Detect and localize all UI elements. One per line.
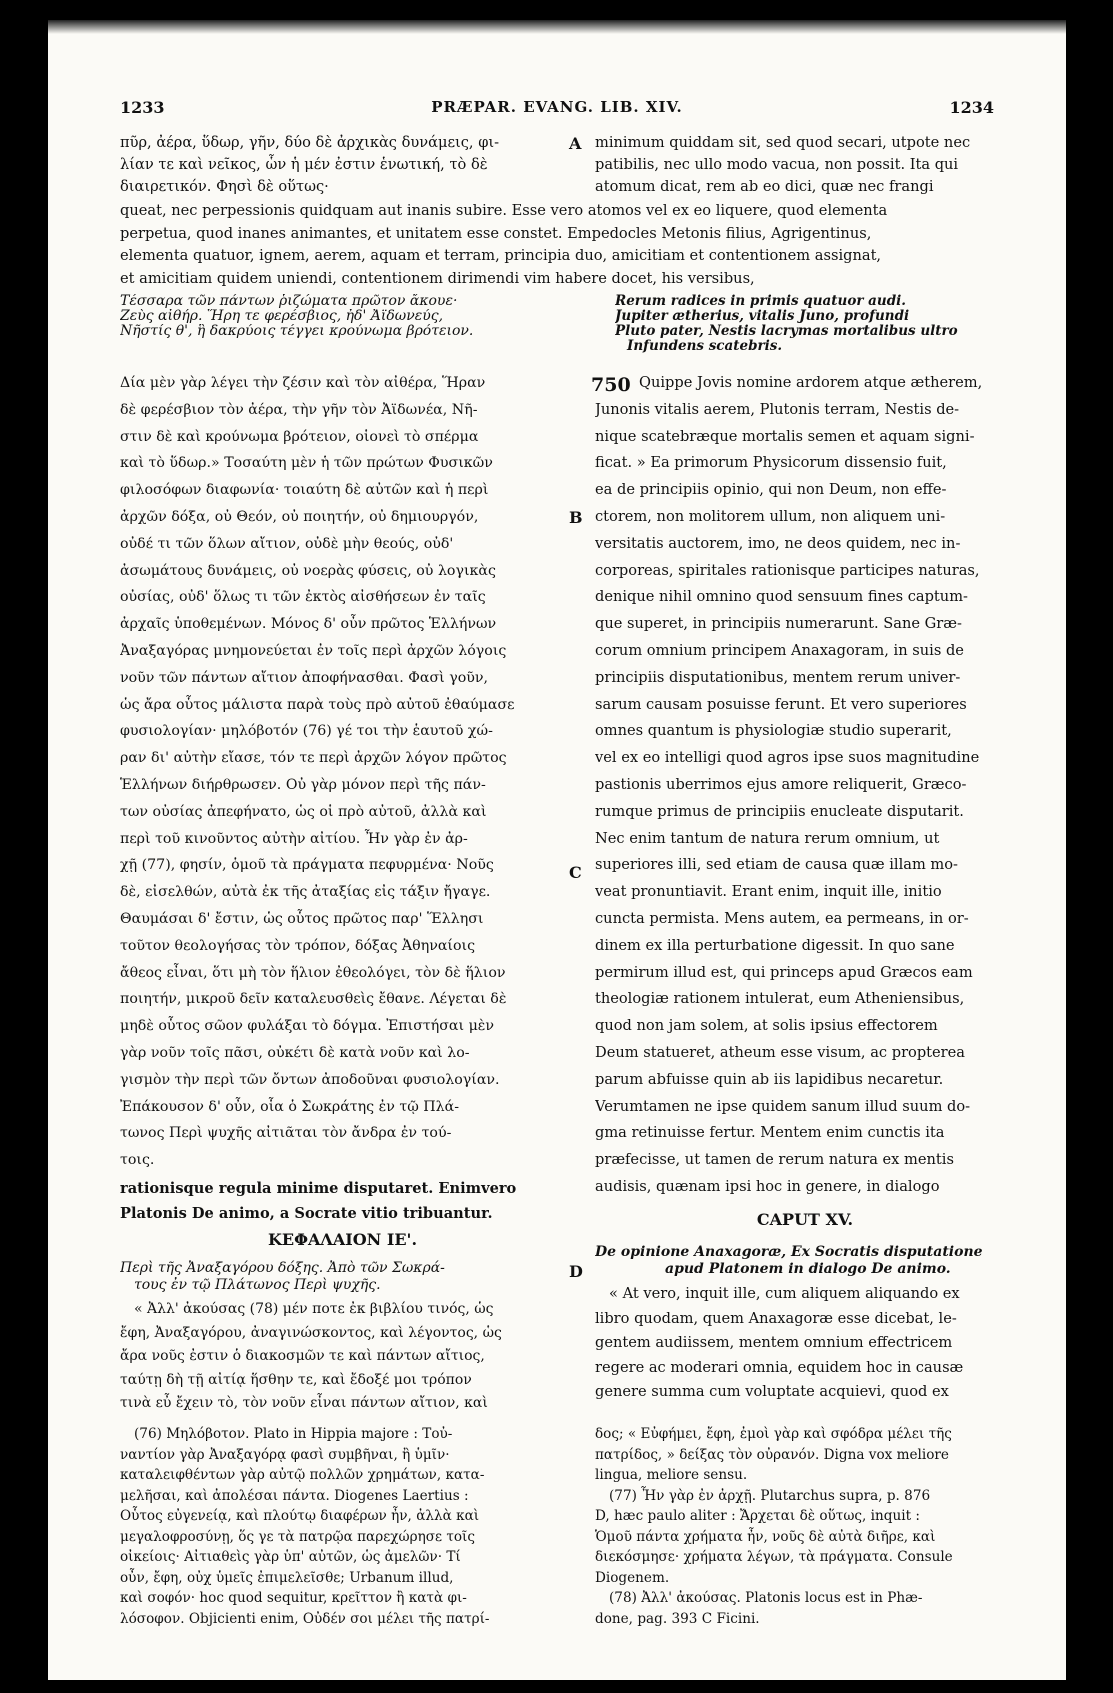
text-line: Ἑλλήνων διήρθρωσεν. Οὐ γὰρ μόνον περὶ τῆς πάν- bbox=[120, 776, 486, 793]
footnote-line: διεκόσμησε· χρήματα λέγων, τὰ πράγματα. Consule bbox=[595, 1549, 953, 1565]
text-line: quod non jam solem, at solis ipsius effectorem bbox=[595, 1017, 938, 1035]
chapter-title-greek: ΚΕΦΑΛΑΙΟΝ ΙΕ'. bbox=[267, 1230, 418, 1249]
text-line: permirum illud est, qui princeps apud Græcos eam bbox=[595, 963, 973, 981]
full-width-latin bbox=[120, 200, 1015, 290]
text-line: ἄρα νοῦς ἐστιν ὁ διακοσμῶν τε καὶ πάντων αἴτιος, bbox=[120, 1348, 485, 1364]
text-line: audisis, quænam ipsi hoc in genere, in dialogo bbox=[595, 1177, 940, 1195]
text-line: queat, nec perpessionis quidquam aut inanis subire. Esse vero atomos vel ex eo liquere, quod elementa bbox=[120, 202, 888, 219]
text-line: ea de principiis opinio, qui non Deum, non effe- bbox=[595, 481, 947, 499]
text-line: corum omnium principem Anaxagoram, in suis de bbox=[595, 641, 964, 659]
footnote-line: Diogenem. bbox=[595, 1569, 670, 1586]
verse-line: Jupiter ætherius, vitalis Juno, profundi bbox=[615, 309, 910, 324]
text-line: veat pronuntiavit. Erant enim, inquit ille, initio bbox=[595, 883, 942, 901]
footnote-line: lingua, meliore sensu. bbox=[595, 1467, 748, 1483]
text-line: ποιητήν, μικροῦ δεῖν καταλευσθεὶς ἔθανε. Λέγεται δὲ bbox=[120, 991, 507, 1008]
text-line: γὰρ νοῦν τοῖς πᾶσι, οὐκέτι δὲ κατὰ νοῦν καὶ λο- bbox=[120, 1044, 470, 1061]
text-line: ἀσωμάτους δυνάμεις, οὐ νοερὰς φύσεις, οὐ λογικὰς bbox=[120, 562, 496, 579]
margin-marker-c: C bbox=[569, 863, 582, 882]
text-line: que superet, in principiis numerarunt. Sane Græ- bbox=[595, 615, 962, 633]
text-line: ὡς ἄρα οὗτος μάλιστα παρὰ τοὺς πρὸ αὐτοῦ ἐθαύμασε bbox=[120, 696, 515, 713]
text-line: et amicitiam quidem uniendi, contentionem dirimendi vim habere docet, his versibus, bbox=[120, 269, 755, 287]
footnote-line: μεγαλοφροσύνῃ, ὅς γε τὰ πατρῷα παρεχώρησε τοῖς bbox=[120, 1528, 476, 1545]
text-line: καὶ τὸ ὕδωρ.» Τοσαύτη μὲν ἡ τῶν πρώτων Φυσικῶν bbox=[120, 455, 493, 472]
latin-verse bbox=[615, 294, 1015, 354]
subtitle-line: apud Platonem in dialogo De animo. bbox=[665, 1261, 951, 1277]
text-line: των οὐσίας ἀπεφήνατο, ὡς οἱ πρὸ αὐτοῦ, ἀλλὰ καὶ bbox=[120, 803, 487, 820]
subtitle-line: τους ἐν τῷ Πλάτωνος Περὶ ψυχῆς. bbox=[134, 1277, 381, 1293]
top-greek-column bbox=[120, 132, 565, 198]
footnote-line: μελῆσαι, καὶ ἀπολέσαι πάντα. Diogenes Laertius : bbox=[120, 1487, 469, 1504]
text-line: δὲ, εἰσελθών, αὐτὰ ἐκ τῆς ἀταξίας εἰς τάξιν ἤγαγε. bbox=[120, 884, 491, 901]
footnote-line: (77) Ἦν γὰρ ἐν ἀρχῇ. Plutarchus supra, p. 876 bbox=[609, 1487, 931, 1504]
main-greek-column bbox=[120, 370, 565, 1174]
text-line: elementa quatuor, ignem, aerem, aquam et terram, principia duo, amicitiam et contentionem assignat, bbox=[120, 247, 882, 264]
chapter-subtitle-greek bbox=[120, 1260, 560, 1294]
text-line: ctorem, non molitorem ullum, non aliquem uni- bbox=[595, 507, 946, 525]
footnote-line: καταλειφθέντων γὰρ αὐτῷ πολλῶν χρημάτων, κατα- bbox=[120, 1467, 485, 1483]
text-line: perpetua, quod inanes animantes, et unitatem esse constet. Empedocles Metonis filius, Agrigentinus, bbox=[120, 224, 872, 242]
margin-marker-d: D bbox=[569, 1262, 583, 1281]
text-line: regere ac moderari omnia, equidem hoc in causæ bbox=[595, 1358, 964, 1376]
footnote-line: (76) Μηλόβοτον. Plato in Hippia majore : Τοὐ- bbox=[134, 1426, 453, 1442]
footnote-line: οἰκείοις· Αἰτιαθεὶς γὰρ ὑπ' αὐτῶν, ὡς ἀμελῶν· Τί bbox=[120, 1549, 461, 1565]
text-line: ἀρχαῖς ὑποθεμένων. Μόνος δ' οὖν πρῶτος Ἑλλήνων bbox=[120, 616, 497, 633]
running-title: PRÆPAR. EVANG. LIB. XIV. bbox=[431, 98, 683, 116]
latin-continuation-left bbox=[120, 1176, 565, 1226]
running-header bbox=[48, 98, 1066, 124]
text-line: omnes quantum is physiologiæ studio superarit, bbox=[595, 722, 952, 740]
chapter-title-latin: CAPUT XV. bbox=[756, 1210, 854, 1229]
margin-marker-b: B bbox=[569, 508, 583, 527]
text-line: « At vero, inquit ille, cum aliquem aliquando ex bbox=[609, 1285, 960, 1302]
footnote-line: λόσοφον. Objicienti enim, Οὐδέν σοι μέλει τῆς πατρί- bbox=[120, 1610, 490, 1627]
text-line: versitatis auctorem, imo, ne deos quidem, nec in- bbox=[595, 534, 961, 552]
footnote-line: (78) Ἀλλ' ἀκούσας. Platonis locus est in Phæ- bbox=[609, 1590, 923, 1606]
text-line: Δία μὲν γὰρ λέγει τὴν ζέσιν καὶ τὸν αἰθέρα, Ἥραν bbox=[120, 375, 486, 391]
text-line: nique scatebræque mortalis semen et aquam signi- bbox=[595, 427, 975, 445]
text-line: οὐδέ τι τῶν ὅλων αἴτιον, οὐδὲ μὴν θεούς, οὐδ' bbox=[120, 535, 454, 552]
text-line: vel ex eo intelligi quod agros ipse suos magnitudine bbox=[595, 749, 980, 767]
text-line: sarum causam posuisse ferunt. Et vero superiores bbox=[595, 695, 967, 713]
text-line: præfecisse, ut tamen de rerum natura ex mentis bbox=[595, 1151, 954, 1169]
text-line: Ἐπάκουσον δ' οὖν, οἷα ὁ Σωκράτης ἐν τῷ Πλά- bbox=[120, 1098, 460, 1115]
footnotes-right bbox=[595, 1424, 1020, 1629]
footnote-line: done, pag. 393 C Ficini. bbox=[595, 1610, 760, 1627]
text-line: atomum dicat, rem ab eo dici, quæ nec frangi bbox=[595, 178, 934, 195]
text-line: οὐσίας, οὐδ' ὅλως τι τῶν ἐκτὸς αἰσθήσεων ἐν ταῖς bbox=[120, 589, 486, 606]
text-line: patibilis, nec ullo modo vacua, non possit. Ita qui bbox=[595, 156, 959, 173]
text-line: minimum quiddam sit, sed quod secari, utpote nec bbox=[595, 134, 971, 151]
text-line: τινὰ εὖ ἔχειν τὸ, τὸν νοῦν εἶναι πάντων αἴτιον, καὶ bbox=[120, 1395, 488, 1411]
footnotes-left bbox=[120, 1424, 570, 1629]
section-number: 750 bbox=[591, 374, 631, 396]
text-line: ραν δι' αὐτὴν εἴασε, τόν τε περὶ ἀρχῶν λόγον πρῶτος bbox=[120, 750, 507, 767]
text-line: « Ἀλλ' ἀκούσας (78) μέν ποτε ἐκ βιβλίου τινός, ὡς bbox=[134, 1301, 494, 1317]
footnote-line: Οὗτος εὐγενείᾳ, καὶ πλούτῳ διαφέρων ἦν, ἀλλὰ καὶ bbox=[120, 1508, 480, 1524]
text-line: μηδὲ οὗτος σῶον φυλάξαι τὸ δόγμα. Ἐπιστήσαι μὲν bbox=[120, 1018, 495, 1035]
text-line: δὲ φερέσβιον τὸν ἀέρα, τὴν γῆν τὸν Ἀϊδωνέα, Νῆ- bbox=[120, 401, 478, 418]
text-line: στιν δὲ καὶ κρούνωμα βρότειον, οἱονεὶ τὸ σπέρμα bbox=[120, 428, 479, 445]
text-line: ἀρχῶν δόξα, οὐ Θεόν, οὐ ποιητήν, οὐ δημιουργόν, bbox=[120, 508, 479, 525]
text-line: Junonis vitalis aerem, Plutonis terram, Nestis de- bbox=[595, 400, 960, 418]
text-line: νοῦν τῶν πάντων αἴτιον ἀποφήνασθαι. Φασὶ γοῦν, bbox=[120, 669, 489, 686]
text-line: ἄθεος εἶναι, ὅτι μὴ τὸν ἥλιον ἐθεολόγει, τὸν δὲ ἥλιον bbox=[120, 964, 506, 981]
text-line: rumque primus de principiis enucleate disputarit. bbox=[595, 802, 964, 820]
text-line: χῇ (77), φησίν, ὁμοῦ τὰ πράγματα πεφυρμένα· Νοῦς bbox=[120, 857, 494, 874]
subtitle-line: De opinione Anaxagoræ, Ex Socratis disputatione bbox=[595, 1244, 983, 1260]
top-latin-column bbox=[595, 132, 1015, 198]
verse-line: Pluto pater, Nestis lacrymas mortalibus ultro bbox=[615, 324, 958, 339]
main-latin-column bbox=[595, 370, 1020, 1201]
text-line: gentem audiissem, mentem omnium effectricem bbox=[595, 1334, 953, 1351]
scan-shadow bbox=[48, 20, 1066, 34]
text-line: περὶ τοῦ κινοῦντος αὐτὴν αἰτίου. Ἦν γὰρ ἐν ἀρ- bbox=[120, 830, 468, 847]
text-line: cuncta permista. Mens autem, ea permeans, in or- bbox=[595, 909, 969, 927]
text-line: τοῦτον θεολογήσας τὸν τρόπον, δόξας Ἀθηναίοις bbox=[120, 937, 476, 954]
text-line: Nec enim tantum de natura rerum omnium, ut bbox=[595, 829, 940, 847]
text-line: gma retinuisse fertur. Mentem enim cunctis ita bbox=[595, 1124, 945, 1142]
text-line: ἔφη, Ἀναξαγόρου, ἀναγινώσκοντος, καὶ λέγοντος, ὡς bbox=[120, 1324, 502, 1341]
text-line: ficat. » Ea primorum Physicorum dissensio fuit, bbox=[595, 454, 947, 472]
text-line: Verumtamen ne ipse quidem sanum illud suum do- bbox=[595, 1097, 971, 1115]
footnote-line: πατρίδος, » δείξας τὸν οὐρανόν. Digna vox meliore bbox=[595, 1446, 949, 1463]
text-line: corporeas, spiritales rationisque participes naturas, bbox=[595, 561, 980, 579]
verse-line: Rerum radices in primis quatuor audi. bbox=[615, 294, 906, 309]
chapter-subtitle-latin bbox=[595, 1244, 1015, 1278]
footnote-line: καὶ σοφόν· hoc quod sequitur, κρεῖττον ἢ κατὰ φι- bbox=[120, 1590, 467, 1606]
text-line: φιλοσόφων διαφωνία· τοιαύτη δὲ αὐτῶν καὶ ἡ περὶ bbox=[120, 482, 489, 499]
verse-line: Infundens scatebris. bbox=[627, 339, 783, 354]
footnote-line: δος; « Εὐφήμει, ἔφη, ἐμοὶ γὰρ καὶ σφόδρα μέλει τῆς bbox=[595, 1426, 952, 1442]
text-line: denique nihil omnino quod sensuum fines captum- bbox=[595, 588, 968, 606]
chapter-text-latin bbox=[595, 1282, 1020, 1405]
text-line: τωνος Περὶ ψυχῆς αἰτιᾶται τὸν ἄνδρα ἐν τού- bbox=[120, 1125, 452, 1142]
footnote-line: Ὁμοῦ πάντα χρήματα ἦν, νοῦς δὲ αὐτὰ διῆρε, καὶ bbox=[595, 1528, 936, 1545]
margin-marker-a: A bbox=[569, 134, 582, 153]
text-line: genere summa cum voluptate acquievi, quod ex bbox=[595, 1383, 949, 1400]
text-line: λίαν τε καὶ νεῖκος, ὧν ἡ μέν ἐστιν ἑνωτική, τὸ δὲ bbox=[120, 156, 488, 173]
text-line: γισμὸν τὴν περὶ τῶν ὄντων ἀποδοῦναι φυσιολογίαν. bbox=[120, 1071, 500, 1088]
footnote-line: ναντίον γὰρ Ἀναξαγόρᾳ φασὶ συμβῆναι, ἢ ὑμῖν· bbox=[120, 1446, 450, 1463]
text-line: φυσιολογίαν· μηλόβοτόν (76) γέ τοι τὴν ἑαυτοῦ χώ- bbox=[120, 723, 493, 740]
text-line: Quippe Jovis nomine ardorem atque ætherem, bbox=[639, 374, 983, 391]
text-line: Deum statueret, atheum esse visum, ac propterea bbox=[595, 1043, 965, 1061]
text-line: ταύτῃ δὴ τῇ αἰτίᾳ ἥσθην τε, καὶ ἔδοξέ μοι τρόπον bbox=[120, 1371, 472, 1388]
text-line: rationisque regula minime disputaret. Enimvero bbox=[120, 1180, 517, 1197]
text-line: τοις. bbox=[120, 1152, 155, 1169]
verse-line: Ζεὺς αἰθήρ. Ἥρη τε φερέσβιος, ἠδ' Ἀϊδωνεύς, bbox=[120, 309, 444, 324]
page-number-left: 1233 bbox=[120, 98, 165, 117]
chapter-text-greek bbox=[120, 1298, 565, 1416]
text-line: Θαυμάσαι δ' ἔστιν, ὡς οὗτος πρῶτος παρ' Ἕλλησι bbox=[120, 910, 484, 927]
text-line: διαιρετικόν. Φησὶ δὲ οὕτως· bbox=[120, 178, 329, 195]
text-line: πῦρ, ἀέρα, ὕδωρ, γῆν, δύο δὲ ἀρχικὰς δυνάμεις, φι- bbox=[120, 134, 500, 151]
book-page bbox=[48, 20, 1066, 1680]
footnote-line: D, hæc paulo aliter : Ἄρχεται δὲ οὕτως, inquit : bbox=[595, 1508, 920, 1524]
text-line: principiis disputationibus, mentem rerum univer- bbox=[595, 668, 961, 686]
text-line: Platonis De animo, a Socrate vitio tribuantur. bbox=[120, 1205, 493, 1222]
text-line: pastionis uberrimos ejus amore reliquerit, Græco- bbox=[595, 775, 967, 793]
text-line: dinem ex illa perturbatione digessit. In quo sane bbox=[595, 936, 955, 954]
text-line: Ἀναξαγόρας μνημονεύεται ἐν τοῖς περὶ ἀρχῶν λόγοις bbox=[120, 642, 507, 659]
text-line: superiores illi, sed etiam de causa quæ illam mo- bbox=[595, 856, 958, 874]
text-line: parum abfuisse quin ab iis lapidibus necaretur. bbox=[595, 1070, 944, 1088]
footnote-line: οὖν, ἔφη, οὐχ ὑμεῖς ἐπιμελεῖσθε; Urbanum illud, bbox=[120, 1569, 454, 1586]
verse-line: Τέσσαρα τῶν πάντων ῥιζώματα πρῶτον ἄκουε· bbox=[120, 294, 458, 309]
verse-line: Νῆστίς θ', ἣ δακρύοις τέγγει κρούνωμα βρότειον. bbox=[120, 324, 474, 339]
text-line: libro quodam, quem Anaxagoræ esse dicebat, le- bbox=[595, 1309, 957, 1327]
text-line: theologiæ rationem intulerat, eum Atheniensibus, bbox=[595, 990, 965, 1008]
page-number-right: 1234 bbox=[949, 98, 994, 117]
greek-verse bbox=[120, 294, 565, 339]
subtitle-line: Περὶ τῆς Ἀναξαγόρου δόξης. Ἀπὸ τῶν Σωκρά- bbox=[120, 1260, 445, 1276]
